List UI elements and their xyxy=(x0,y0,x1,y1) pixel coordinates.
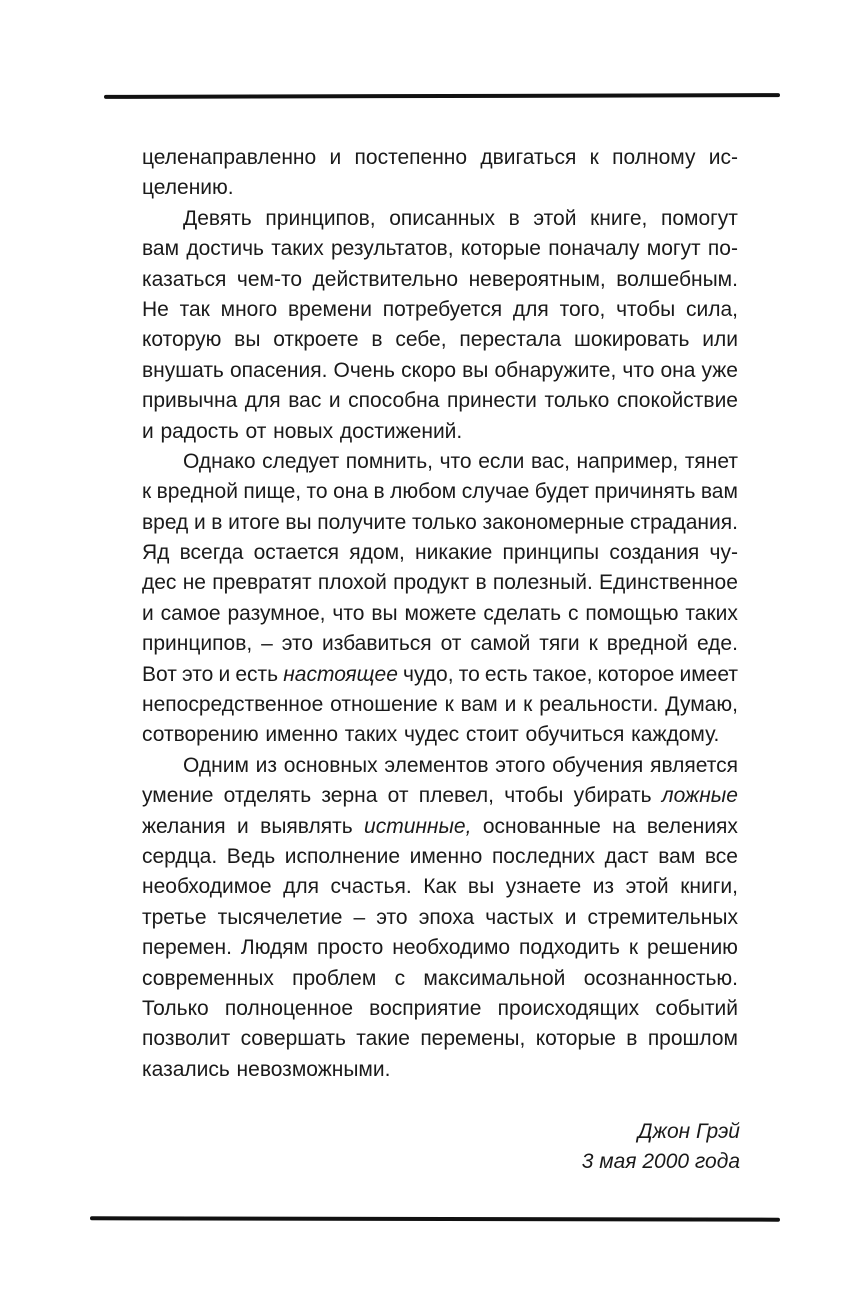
word: принципы xyxy=(502,541,600,565)
word: только xyxy=(544,389,610,413)
text-line xyxy=(142,781,738,811)
word: вредной xyxy=(156,480,238,504)
word: спокойствие xyxy=(616,389,738,413)
word: описанных xyxy=(389,206,495,230)
word: вам xyxy=(700,480,738,504)
word: целению. xyxy=(142,176,234,200)
text-line xyxy=(142,508,738,538)
word: зерна xyxy=(321,784,378,808)
word: поначалу xyxy=(548,237,640,261)
word: двигаться xyxy=(480,146,577,169)
top-divider-rule xyxy=(104,93,780,99)
word: Единственное xyxy=(599,571,738,595)
word: именно xyxy=(409,844,483,868)
word: позволит xyxy=(142,1027,231,1051)
word: перестала xyxy=(459,328,562,352)
word: и xyxy=(564,905,577,929)
word: опасения. xyxy=(229,358,328,382)
word: страдания. xyxy=(629,510,738,534)
word: любом xyxy=(390,480,457,504)
text-line xyxy=(142,234,738,264)
word: убирать xyxy=(573,784,652,808)
word: прошлом xyxy=(647,1027,738,1051)
word: помнить, xyxy=(345,449,434,473)
word: которое xyxy=(597,662,675,686)
word: узнаете xyxy=(505,875,582,899)
word: необходимое xyxy=(142,875,272,899)
word: ис- xyxy=(708,146,738,169)
text-line xyxy=(142,265,738,295)
word: для xyxy=(283,875,319,899)
word: восприятие xyxy=(369,996,482,1020)
word: этого xyxy=(495,753,546,777)
word: откроете xyxy=(273,328,359,352)
word: вы xyxy=(462,358,489,382)
word: событий xyxy=(655,996,738,1020)
word: чудес xyxy=(403,723,460,747)
word: полноценное xyxy=(224,996,354,1020)
word: обучения xyxy=(552,753,644,777)
word: пище, xyxy=(243,480,302,504)
word: Очень xyxy=(333,358,395,382)
word: тяги xyxy=(539,632,580,656)
word: последних xyxy=(491,844,596,868)
word: к xyxy=(142,480,152,504)
word: могут xyxy=(646,237,701,261)
word: исполнение xyxy=(284,844,401,868)
word: ядом, xyxy=(349,541,405,565)
word: тянет xyxy=(684,449,738,473)
word: проблем xyxy=(292,966,377,990)
word: основанные xyxy=(482,814,601,838)
word: которые xyxy=(535,1027,616,1051)
emphasized-word: ложные xyxy=(661,784,738,808)
word: целенаправленно xyxy=(142,146,317,169)
word: все xyxy=(704,844,738,868)
word: или xyxy=(702,328,738,352)
word: никакие xyxy=(415,541,493,565)
word: достижений. xyxy=(339,419,463,443)
text-line xyxy=(142,842,738,872)
text-line xyxy=(142,417,738,447)
word: Думаю, xyxy=(665,693,738,717)
word: следует xyxy=(262,449,340,473)
word: обучиться xyxy=(525,723,625,747)
word: волшебным. xyxy=(616,267,738,291)
word: в xyxy=(211,510,223,534)
word: внушать xyxy=(142,358,224,382)
word: привычна xyxy=(142,389,238,413)
text-line xyxy=(142,720,738,750)
word: шокировать xyxy=(574,328,690,352)
word: то xyxy=(458,662,480,686)
word: она xyxy=(333,480,369,504)
word: способна xyxy=(348,389,440,413)
word: это xyxy=(281,632,314,656)
word: – xyxy=(261,632,273,656)
word: что xyxy=(332,601,365,625)
word: достичь xyxy=(186,237,264,261)
word: таких xyxy=(271,237,324,261)
word: вы xyxy=(285,510,312,534)
word: чем-то xyxy=(236,267,303,291)
word: это xyxy=(376,905,408,929)
word: не xyxy=(182,571,206,595)
word: желания xyxy=(142,814,226,838)
word: и xyxy=(329,146,342,169)
word: будет xyxy=(534,480,589,504)
word: полному xyxy=(612,146,696,169)
word: закономерные xyxy=(482,510,625,534)
word: что xyxy=(622,358,655,382)
word: современных xyxy=(142,966,274,990)
word: Ведь xyxy=(226,844,276,868)
emphasized-word: истинные, xyxy=(364,814,472,838)
paragraph xyxy=(142,204,738,447)
signature-date: 3 мая 2000 года xyxy=(581,1150,740,1174)
word: такие xyxy=(356,1027,410,1051)
word: остается xyxy=(253,541,340,565)
word: чтобы xyxy=(616,297,676,321)
word: вам xyxy=(460,693,498,717)
word: можете xyxy=(404,601,477,625)
text-line xyxy=(142,660,738,690)
word: из xyxy=(592,875,615,899)
text-line xyxy=(142,173,738,203)
word: скоро xyxy=(401,358,457,382)
word: вы xyxy=(467,875,495,899)
word: есть xyxy=(235,662,279,686)
word: создания xyxy=(609,541,700,565)
word: вас xyxy=(288,389,322,413)
text-line xyxy=(142,599,738,629)
word: она xyxy=(660,358,696,382)
word: Однако xyxy=(183,449,256,473)
word: Как xyxy=(423,875,457,899)
word: в xyxy=(508,206,520,230)
text-line xyxy=(142,812,738,842)
word: получите xyxy=(317,510,407,534)
word: книге, xyxy=(590,206,648,230)
word: и xyxy=(193,510,206,534)
text-line xyxy=(142,204,738,234)
word: непосредственное xyxy=(142,693,324,717)
word: случае xyxy=(461,480,530,504)
word: основных xyxy=(283,753,378,777)
word: решению xyxy=(646,936,738,960)
word: такое, xyxy=(532,662,593,686)
word: стоит xyxy=(465,723,519,747)
word: казаться xyxy=(142,267,227,291)
word: и xyxy=(142,601,154,625)
word: и xyxy=(328,389,341,413)
word: самое xyxy=(160,601,221,625)
text-line xyxy=(142,751,738,781)
text-line xyxy=(142,325,738,355)
text-line xyxy=(142,538,738,568)
bottom-divider-rule xyxy=(90,1216,780,1221)
word: частых xyxy=(485,905,554,929)
word: счастья. xyxy=(330,875,412,899)
word: к xyxy=(523,693,533,717)
text-line xyxy=(142,1024,738,1054)
word: Людям xyxy=(240,936,309,960)
word: к xyxy=(444,693,454,717)
word: вред xyxy=(142,510,189,534)
word: для xyxy=(244,389,281,413)
word: необходимо xyxy=(392,936,511,960)
word: отделять xyxy=(223,784,312,808)
word: стремительных xyxy=(587,905,738,929)
word: много xyxy=(220,297,278,321)
word: Одним xyxy=(183,753,249,777)
word: от xyxy=(245,419,267,443)
paragraph xyxy=(142,751,738,1085)
word: с xyxy=(567,601,579,625)
word: к xyxy=(588,632,598,656)
word: именно xyxy=(265,723,339,747)
word: сотворению xyxy=(142,723,259,747)
word: чу- xyxy=(709,541,738,565)
signature-author: Джон Грэй xyxy=(637,1120,740,1143)
word: если xyxy=(478,449,525,473)
word: тысячелетие xyxy=(217,905,343,929)
word: помощью xyxy=(585,601,679,625)
paragraph xyxy=(142,143,738,204)
word: Не xyxy=(142,297,169,321)
word: в xyxy=(475,571,487,595)
word: реальности. xyxy=(539,693,659,717)
word: на xyxy=(612,814,636,838)
word: продукт xyxy=(393,571,470,595)
word: потребуется xyxy=(382,297,503,321)
word: и xyxy=(142,419,154,443)
word: – xyxy=(353,905,366,929)
word: элементов xyxy=(384,753,489,777)
word: результатов, xyxy=(331,237,454,261)
text-line xyxy=(142,964,738,994)
word: к xyxy=(589,146,599,169)
text-line xyxy=(142,1055,738,1085)
word: превратят xyxy=(212,571,312,595)
signature-block xyxy=(582,1117,740,1178)
word: действительно xyxy=(312,267,459,291)
word: в xyxy=(626,1027,638,1051)
text-line xyxy=(142,477,738,507)
word: в xyxy=(371,328,383,352)
word: просто xyxy=(316,936,384,960)
word: помогут xyxy=(660,206,738,230)
text-line xyxy=(142,872,738,902)
text-line xyxy=(142,690,738,720)
word: полезный. xyxy=(492,571,593,595)
word: например, xyxy=(576,449,679,473)
paragraph xyxy=(142,447,738,751)
word: эпоха xyxy=(418,905,475,929)
text-line xyxy=(142,994,738,1024)
word: таких xyxy=(344,723,398,747)
word: для xyxy=(512,297,549,321)
word: и xyxy=(218,662,231,686)
text-line xyxy=(142,568,738,598)
text-line xyxy=(142,143,738,173)
text-line xyxy=(142,356,738,386)
word: того, xyxy=(559,297,606,321)
text-line xyxy=(142,903,738,933)
word: невозможными. xyxy=(236,1057,391,1081)
word: чудо, xyxy=(403,662,454,686)
word: плевел, xyxy=(418,784,494,808)
word: вы xyxy=(371,601,398,625)
word: в xyxy=(373,480,385,504)
word: причинять xyxy=(594,480,696,504)
word: разумное, xyxy=(227,601,326,625)
word: имеет xyxy=(679,662,738,686)
word: новых xyxy=(273,419,334,443)
word: вам xyxy=(658,844,696,868)
word: принципов, xyxy=(265,206,376,230)
word: Девять xyxy=(183,206,252,230)
word: казались xyxy=(142,1057,230,1081)
word: таких xyxy=(685,601,738,625)
word: из xyxy=(255,753,278,777)
word: дес xyxy=(142,571,177,595)
word: плохой xyxy=(317,571,387,595)
word: что xyxy=(439,449,472,473)
word: максимальной xyxy=(423,966,566,990)
word: вы xyxy=(234,328,261,352)
word: и xyxy=(504,693,517,717)
body-text xyxy=(142,143,738,1085)
word: то xyxy=(306,480,328,504)
word: Яд xyxy=(142,541,170,565)
word: этой xyxy=(533,206,577,230)
word: третье xyxy=(142,905,207,929)
word: к xyxy=(628,936,639,960)
word: книги, xyxy=(680,875,738,899)
word: радость xyxy=(160,419,239,443)
text-line xyxy=(142,629,738,659)
word: вам xyxy=(142,237,180,261)
word: совершать xyxy=(240,1027,346,1051)
word: так xyxy=(179,297,210,321)
text-line xyxy=(142,933,738,963)
text-line xyxy=(142,386,738,416)
word: отношение xyxy=(330,693,438,717)
word: происходящих xyxy=(497,996,640,1020)
emphasized-word: настоящее xyxy=(283,662,398,686)
word: итоге xyxy=(228,510,280,534)
word: Вот xyxy=(142,662,177,686)
word: подходить xyxy=(519,936,620,960)
word: постепенно xyxy=(354,146,468,169)
word: невероятным, xyxy=(468,267,606,291)
word: есть xyxy=(484,662,528,686)
word: выявлять xyxy=(260,814,353,838)
word: с xyxy=(394,966,406,990)
word: даст xyxy=(604,844,649,868)
word: перемен. xyxy=(142,936,232,960)
word: себе, xyxy=(395,328,447,352)
word: велениях xyxy=(646,814,738,838)
word: перемены, xyxy=(420,1027,526,1051)
word: и xyxy=(237,814,249,838)
word: еде. xyxy=(696,632,738,656)
word: от xyxy=(440,632,462,656)
text-line xyxy=(142,295,738,325)
text-line xyxy=(142,447,738,477)
word: которую xyxy=(142,328,222,352)
word: всегда xyxy=(179,541,244,565)
word: Только xyxy=(142,996,209,1020)
word: по- xyxy=(707,237,738,261)
word: принести xyxy=(447,389,537,413)
word: вредной xyxy=(606,632,689,656)
word: чтобы xyxy=(504,784,564,808)
word: сила, xyxy=(686,297,738,321)
word: является xyxy=(650,753,738,777)
word: которые xyxy=(460,237,541,261)
word: этой xyxy=(625,875,669,899)
word: умение xyxy=(142,784,214,808)
word: обнаружите, xyxy=(494,358,617,382)
word: сделать xyxy=(483,601,562,625)
word: принципов, xyxy=(142,632,253,656)
word: осознанностью. xyxy=(583,966,738,990)
word: только xyxy=(411,510,477,534)
word: времени xyxy=(288,297,372,321)
word: это xyxy=(181,662,214,686)
word: избавиться xyxy=(321,632,432,656)
word: от xyxy=(387,784,409,808)
word: уже xyxy=(701,358,738,382)
word: каждому. xyxy=(631,723,720,747)
word: самой xyxy=(470,632,531,656)
word: сердца. xyxy=(142,844,218,868)
word: вас, xyxy=(530,449,570,473)
